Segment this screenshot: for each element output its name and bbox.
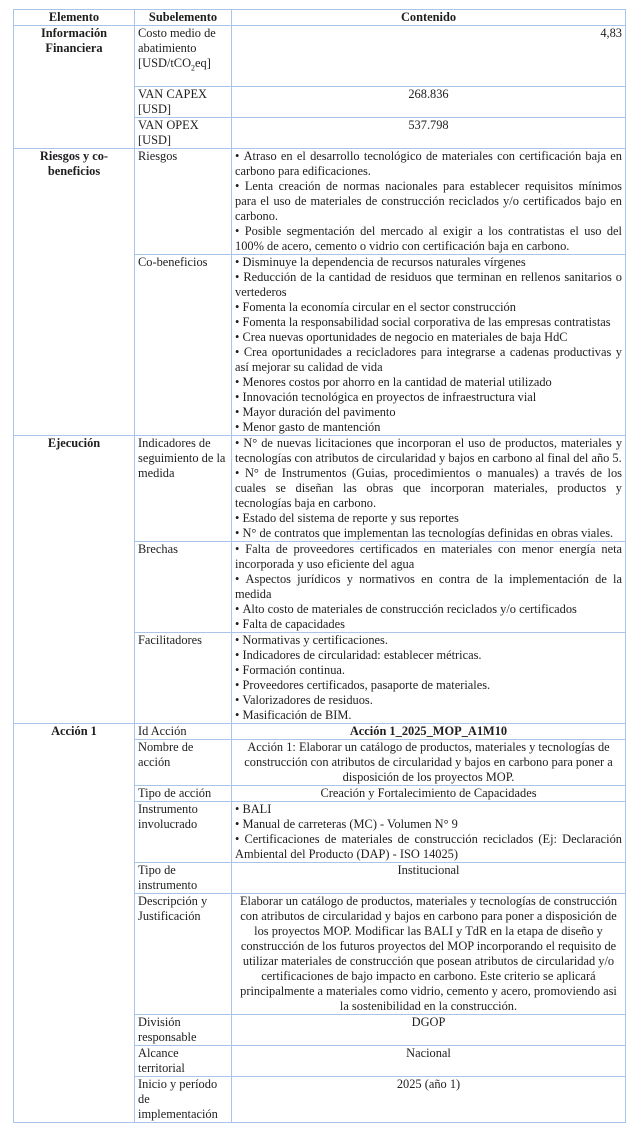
sub-abatement-cost — [135, 26, 232, 87]
list-item: • Manual de carreteras (MC) - Volumen N° 9 — [235, 817, 622, 832]
list-item: • Fomenta la responsabilidad social corporativa de las empresas contratistas — [235, 315, 622, 330]
list-item: • Fomenta la economía circular en el sector construcción — [235, 300, 622, 315]
sub-division: División responsable — [135, 1015, 232, 1046]
element-action: Acción 1 — [14, 724, 135, 1123]
value-descripcion: Elaborar un catálogo de productos, materiales y tecnologías de construcción con atributos de circularidad y bajos en carbono para poner a disposición de los proyectos MOP. Modificar las BALI y TdR en la etapa de diseño y construcción de los futuros proyectos del MOP incorporando el requisito de utilizar materiales de construcción que posean atributos de circularidad y/o certificaciones de bajo impacto en carbono. Este criterio se aplicará principalmente a materiales como vidrio, cemento y acero, promoviendo asi la sostenibilidad en la construcción. — [232, 894, 626, 1015]
list-item: • N° de nuevas licitaciones que incorporan el uso de productos, materiales y tecnologías con atributos de circularidad y bajos en carbono al final del año 5. — [235, 436, 622, 466]
header-row — [14, 10, 626, 26]
value-alcance: Nacional — [232, 1046, 626, 1077]
table-row — [14, 26, 626, 87]
value-nombre-accion: Acción 1: Elaborar un catálogo de productos, materiales y tecnologías de construcción con atributos de circularidad y bajos en carbono para poner a disposición de los proyectos MOP. — [232, 740, 626, 786]
riesgos-list — [235, 149, 622, 254]
sub-alcance: Alcance territorial — [135, 1046, 232, 1077]
list-item: • Innovación tecnológica en proyectos de infraestructura vial — [235, 390, 622, 405]
sub-tipo-accion: Tipo de acción — [135, 786, 232, 802]
table-row — [14, 436, 626, 542]
sub-descripcion: Descripción y Justificación — [135, 894, 232, 1015]
sub-tipo-instrumento: Tipo de instrumento — [135, 863, 232, 894]
element-execution: Ejecución — [14, 436, 135, 724]
element-risks: Riesgos y co-beneficios — [14, 149, 135, 436]
list-item: • Falta de capacidades — [235, 617, 622, 632]
sub-nombre-accion: Nombre de acción — [135, 740, 232, 786]
value-abatement-cost: 4,83 — [232, 26, 626, 87]
list-item: • Aspectos jurídicos y normativos en contra de la implementación de la medida — [235, 572, 622, 602]
list-item: • Normativas y certificaciones. — [235, 633, 622, 648]
measure-table — [13, 9, 626, 1123]
list-item: • Reducción de la cantidad de residuos que terminan en rellenos sanitarios o vertederos — [235, 270, 622, 300]
element-financial: Información Financiera — [14, 26, 135, 149]
facilitadores-list — [235, 633, 622, 723]
list-item: • Alto costo de materiales de construcción reciclados y/o certificados — [235, 602, 622, 617]
table-row — [14, 724, 626, 740]
list-item: • Crea oportunidades a recicladores para integrarse a cadenas productivas y así mejorar su calidad de vida — [235, 345, 622, 375]
sub-facilitadores: Facilitadores — [135, 633, 232, 724]
value-van-opex: 537.798 — [232, 118, 626, 149]
list-item: • Disminuye la dependencia de recursos naturales vírgenes — [235, 255, 622, 270]
list-item: • Valorizadores de residuos. — [235, 693, 622, 708]
list-item: • Crea nuevas oportunidades de negocio en materiales de baja HdC — [235, 330, 622, 345]
sub-inicio: Inicio y período de implementación — [135, 1077, 232, 1123]
brechas-list — [235, 542, 622, 632]
list-item: • Masificación de BIM. — [235, 708, 622, 723]
list-item: • N° de Instrumentos (Guias, procedimientos o manuales) a través de los cuales se diseñan las obras que incorporan materiales, productos y tecnologías baja en carbono. — [235, 466, 622, 511]
list-item: • Formación continua. — [235, 663, 622, 678]
list-item: • Certificaciones de materiales de construcción reciclados (Ej: Declaración Ambiental del Producto (DAP) - ISO 14025) — [235, 832, 622, 862]
cobeneficios-list — [235, 255, 622, 435]
content-indicadores — [232, 436, 626, 542]
sub-van-capex: VAN CAPEX [USD] — [135, 87, 232, 118]
list-item: • Falta de proveedores certificados en materiales con menor energía neta incorporada y uso eficiente del agua — [235, 542, 622, 572]
list-item: • BALI — [235, 802, 622, 817]
header-subelemento: Subelemento — [135, 10, 232, 26]
content-brechas — [232, 542, 626, 633]
sub-id-accion: Id Acción — [135, 724, 232, 740]
header-contenido: Contenido — [232, 10, 626, 26]
indicadores-list — [235, 436, 622, 541]
value-inicio: 2025 (año 1) — [232, 1077, 626, 1123]
subscript-2: 2 — [191, 63, 196, 73]
content-cobeneficios — [232, 255, 626, 436]
value-tipo-instrumento: Institucional — [232, 863, 626, 894]
sub-indicadores: Indicadores de seguimiento de la medida — [135, 436, 232, 542]
table-row — [14, 149, 626, 255]
list-item: • Mayor duración del pavimento — [235, 405, 622, 420]
list-item: • Indicadores de circularidad: establecer métricas. — [235, 648, 622, 663]
content-riesgos — [232, 149, 626, 255]
content-instrumento — [232, 802, 626, 863]
sub-riesgos: Riesgos — [135, 149, 232, 255]
list-item: • Menores costos por ahorro en la cantidad de material utilizado — [235, 375, 622, 390]
content-facilitadores — [232, 633, 626, 724]
list-item: • Posible segmentación del mercado al exigir a los contratistas el uso del 100% de acero, cemento o vidrio con certificación baja en carbono. — [235, 224, 622, 254]
instrumento-list — [235, 802, 622, 862]
sub-instrumento: Instrumento involucrado — [135, 802, 232, 863]
list-item: • Atraso en el desarrollo tecnológico de materiales con certificación baja en carbono para edificaciones. — [235, 149, 622, 179]
list-item: • N° de contratos que implementan las tecnologías definidas en obras viales. — [235, 526, 622, 541]
value-tipo-accion: Creación y Fortalecimiento de Capacidades — [232, 786, 626, 802]
sub-cobeneficios: Co-beneficios — [135, 255, 232, 436]
value-id-accion: Acción 1_2025_MOP_A1M10 — [232, 724, 626, 740]
list-item: • Lenta creación de normas nacionales para establecer requisitos mínimos para el uso de materiales de construcción reciclados y/o certificados bajo en carbono. — [235, 179, 622, 224]
list-item: • Proveedores certificados, pasaporte de materiales. — [235, 678, 622, 693]
sub-abatement-cost-unit: eq] — [195, 56, 211, 70]
list-item: • Menor gasto de mantención — [235, 420, 622, 435]
sub-abatement-cost-label: Costo medio de abatimiento [USD/tCO — [138, 26, 216, 70]
value-division: DGOP — [232, 1015, 626, 1046]
sub-van-opex: VAN OPEX [USD] — [135, 118, 232, 149]
value-van-capex: 268.836 — [232, 87, 626, 118]
sub-brechas: Brechas — [135, 542, 232, 633]
header-elemento: Elemento — [14, 10, 135, 26]
list-item: • Estado del sistema de reporte y sus reportes — [235, 511, 622, 526]
